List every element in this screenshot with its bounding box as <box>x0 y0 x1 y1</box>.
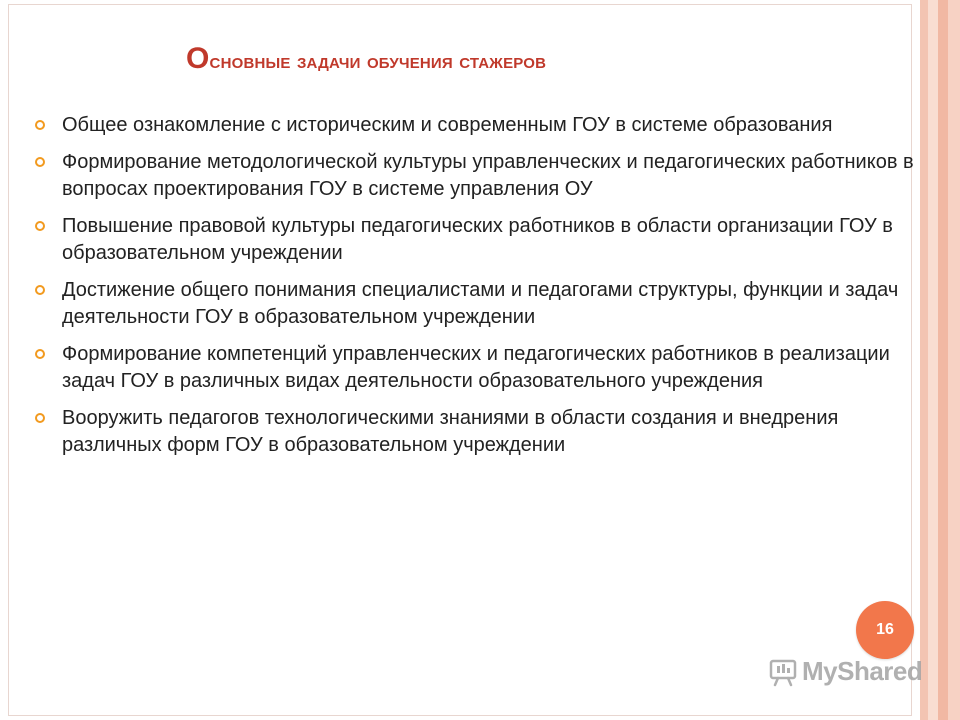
bullet-ring-icon <box>35 285 45 295</box>
bullet-list <box>34 112 914 469</box>
bullet-item <box>34 149 914 203</box>
edge-stripe <box>948 0 960 720</box>
bullet-ring-icon <box>35 157 45 167</box>
bullet-text: Вооружить педагогов технологическими знаниями в области создания и внедрения различных форм ГОУ в образовательном учреждении <box>62 407 839 456</box>
edge-stripe <box>920 0 928 720</box>
bullet-ring-icon <box>35 413 45 423</box>
slide-title <box>186 42 546 76</box>
bullet-text: Повышение правовой культуры педагогических работников в области организации ГОУ в образовательном учреждении <box>62 215 893 264</box>
bullet-text: Формирование методологической культуры управленческих и педагогических работников в вопросах проектирования ГОУ в системе управления ОУ <box>62 151 914 200</box>
edge-stripe <box>928 0 938 720</box>
bullet-text: Общее ознакомление с историческим и современным ГОУ в системе образования <box>62 114 833 136</box>
bullet-text: Формирование компетенций управленческих и педагогических работников в реализации задач ГОУ в различных видах деятельности образовательного учреждения <box>62 343 890 392</box>
watermark[interactable] <box>768 656 922 687</box>
edge-stripe <box>938 0 948 720</box>
bullet-item <box>34 405 914 459</box>
bullet-item <box>34 112 914 139</box>
watermark-text: MyShared <box>802 656 923 686</box>
page-number-badge: 16 <box>856 601 914 659</box>
bullet-ring-icon <box>35 120 45 130</box>
bullet-ring-icon <box>35 349 45 359</box>
myshared-logo-icon <box>768 657 798 687</box>
bullet-ring-icon <box>35 221 45 231</box>
bullet-item <box>34 341 914 395</box>
title-first-letter: О <box>186 42 210 75</box>
title-rest: сновные задачи обучения стажеров <box>209 48 547 73</box>
bullet-text: Достижение общего понимания специалистами и педагогами структуры, функции и задач деятельности ГОУ в образовательном учреждении <box>62 279 899 328</box>
bullet-item <box>34 277 914 331</box>
bullet-item <box>34 213 914 267</box>
